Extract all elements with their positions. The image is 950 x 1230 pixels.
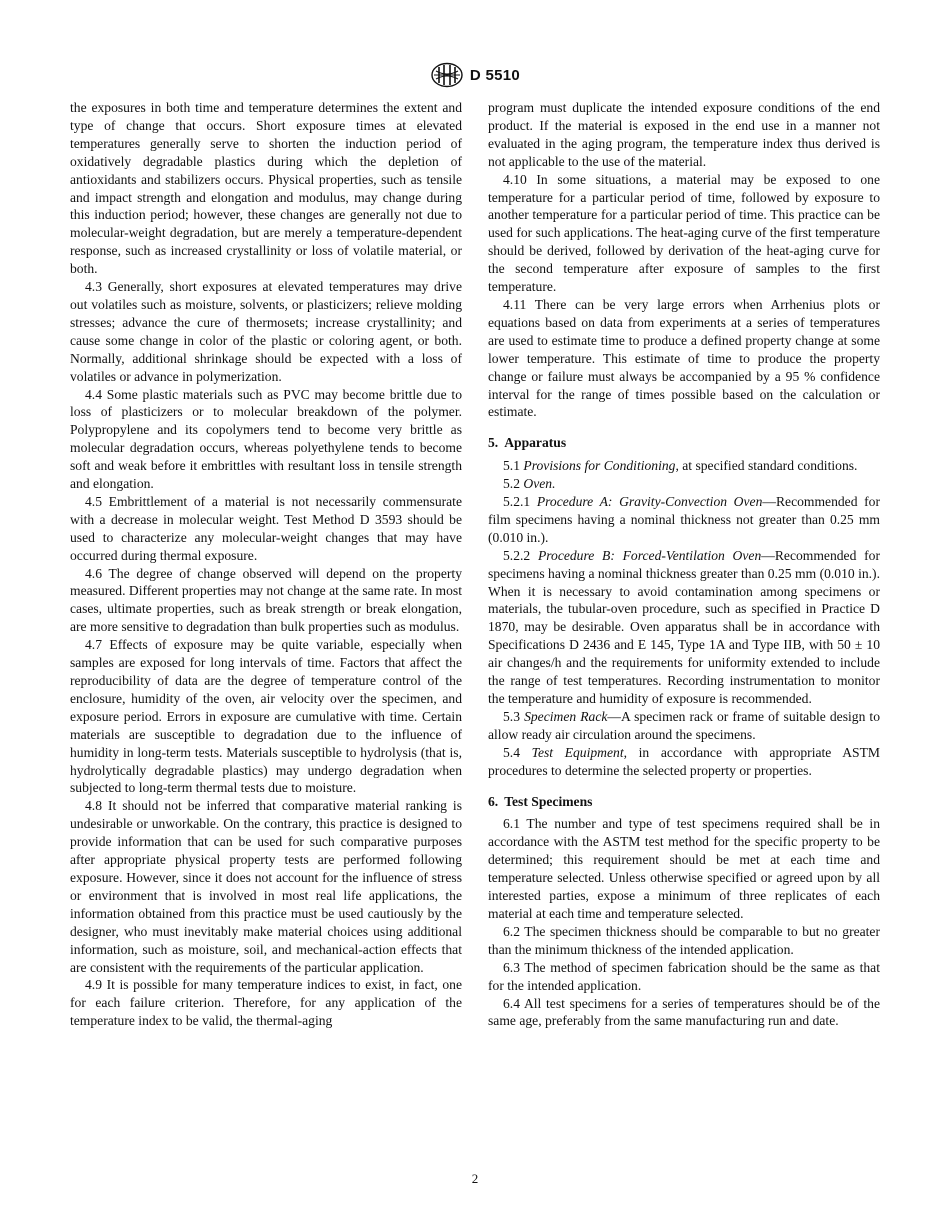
right-column: [488, 99, 880, 1030]
page-number: 2: [471, 1171, 479, 1186]
astm-logo-icon: [430, 62, 464, 88]
section-6-heading: [488, 793, 880, 811]
clause-term: Provisions for Conditioning: [523, 458, 676, 474]
clause-text: —A specimen rack or frame of suitable design to allow ready air circulation around the specimens.: [488, 708, 881, 742]
paragraph-4-7: 4.7 Effects of exposure may be quite variable, especially when samples are exposed for long intervals of time. Factors that affect the reproducibility of data are the degree of temperature control of the enclosure, humidity of the oven, air velocity over the specimen, and exposure period. Errors in exposure are cumulative with time. Certain materials are susceptible to degradation due to the influence of humidity in long-term tests. Materials susceptible to hydrolysis (that is, hydrolytically degradable plastics) may undergo degradation when subjected to long-term thermal tests due to moisture.: [70, 637, 462, 796]
clause-text: , at specified standard conditions.: [675, 458, 858, 474]
page-header: [0, 62, 950, 88]
clause-term: Test Equipment: [531, 744, 624, 760]
clause-term: Oven.: [523, 476, 556, 492]
clause-term: Procedure A: Gravity-Convection Oven: [536, 494, 763, 510]
paragraph-4-3: 4.3 Generally, short exposures at elevated temperatures may drive out volatiles such as moisture, solvents, or plasticizers; relieve molding stresses; advance the cure of thermosets; increase crystallinity; and cause some change in color of the plastic or coloring agent, or both. Normally, additional shrinkage should be expected with a loss of volatiles or advance in polymerization.: [70, 279, 462, 384]
paragraph-5-2: [488, 475, 880, 493]
paragraph-continued: the exposures in both time and temperature determines the extent and type of change that occurs. Short exposure times at elevated temperatures generally serve to shorten the induction period of oxidatively degradable plastics during which the depletion of antioxidants and stabilizers occurs. Physical properties, such as tensile and impact strength and elongation and modulus, may change during this induction period; however, these changes are generally not due to molecular-weight degradation, but are merely a temperature-dependent response, such as increased crystallinity or loss of volatile material, or both.: [70, 100, 462, 277]
section-number: 5.: [488, 435, 499, 451]
paragraph-4-11: 4.11 There can be very large errors when Arrhenius plots or equations based on data from experiments at a series of temperatures are used to estimate time to produce a defined property change at some lower temperature. This estimate of time to produce the property change or failure must always be accompanied by a 95 % confidence interval for the range of times possible based on the calculation or estimate.: [488, 296, 880, 420]
clause-text: , in accordance with appropriate ASTM procedures to determine the selected property or properties.: [488, 744, 880, 778]
clause-number: 5.2.1: [503, 494, 531, 510]
clause-number: 5.2.2: [503, 547, 531, 563]
paragraph-4-9: 4.9 It is possible for many temperature indices to exist, in fact, one for each failure criterion. Therefore, for any application of the temperature index to be valid, the thermal-aging: [70, 977, 462, 1029]
left-column: [70, 99, 462, 1030]
paragraph-4-8: 4.8 It should not be inferred that comparative material ranking is undesirable or unworkable. On the contrary, this practice is designed to provide information that can be used for such comparative purposes after appropriate physical property tests are performed following exposure. However, since it does not account for the influence of stress or environment that is involved in most real life applications, the information obtained from this practice must be used cautiously by the designer, who must inevitably make material choices using additional information, such as moisture, soil, and mechanical-action effects that are consistent with the requirements of the particular application.: [70, 798, 462, 975]
document-designation: D 5510: [469, 66, 521, 84]
clause-number: 5.2: [503, 476, 520, 492]
section-title: Apparatus: [504, 435, 567, 451]
paragraph-6-2: 6.2 The specimen thickness should be comparable to but no greater than the minimum thickness of the intended application.: [488, 923, 880, 957]
clause-number: 5.3: [503, 708, 520, 724]
clause-number: 5.1: [503, 458, 520, 474]
paragraph-6-3: 6.3 The method of specimen fabrication should be the same as that for the intended application.: [488, 959, 880, 993]
paragraph-5-4: [488, 744, 880, 780]
section-5-heading: [488, 434, 880, 452]
section-title: Test Specimens: [504, 793, 593, 809]
paragraph-4-4: 4.4 Some plastic materials such as PVC may become brittle due to loss of plasticizers or to molecular breakdown of the polymer. Polypropylene and its copolymers tend to become very brittle as molecular degradation occurs, whereas polyethylene tends to become soft and weak before it embrittles with resultant loss in tensile strength and elongation.: [70, 386, 462, 492]
paragraph-continued: program must duplicate the intended exposure conditions of the end product. If the material is exposed in the end use in a manner not evaluated in the aging program, the temperature index thus derived is not applicable to the use of the material.: [488, 100, 880, 169]
paragraph-5-1: [488, 457, 880, 475]
paragraph-4-10: 4.10 In some situations, a material may be exposed to one temperature for a particular period of time, followed by exposure to another temperature for a particular period of time. This practice can be used for such applications. The heat-aging curve of the first temperature should be derived, followed by derivation of the heat-aging curve for the second temperature after exposure of samples to the first temperature.: [488, 171, 880, 295]
paragraph-5-2-2: [488, 547, 880, 708]
section-number: 6.: [488, 793, 499, 809]
paragraph-5-2-1: [488, 493, 880, 547]
clause-term: Specimen Rack: [524, 708, 608, 724]
paragraph-6-1: 6.1 The number and type of test specimens required shall be in accordance with the ASTM test method for the specific property to be determined; this requirement should be met at each time and temperature selected. Unless otherwise specified or agreed upon by all interested parties, expose a minimum of three replicates of each material at each time and temperature selected.: [488, 816, 880, 921]
paragraph-5-3: [488, 708, 880, 744]
clause-text: —Recommended for film specimens having a nominal thickness not greater than 0.25 mm (0.010 in.).: [488, 494, 880, 545]
paragraph-4-6: 4.6 The degree of change observed will depend on the property measured. Different properties may not change at the same rate. In most cases, ultimate properties, such as break strength or break elongation, are more sensitive to degradation than bulk properties such as modulus.: [70, 565, 462, 635]
clause-number: 5.4: [503, 744, 520, 760]
paragraph-6-4: 6.4 All test specimens for a series of temperatures should be of the same age, preferably from the same manufacturing run and date.: [488, 995, 880, 1029]
paragraph-4-5: 4.5 Embrittlement of a material is not necessarily commensurate with a decrease in molecular weight. Test Method D 3593 should be used to characterize any molecular-weight changes that may have occurred during thermal exposure.: [70, 493, 462, 563]
clause-term: Procedure B: Forced-Ventilation Oven: [537, 547, 762, 563]
clause-text: —Recommended for specimens having a nominal thickness greater than 0.25 mm (0.010 in.). When it is necessary to avoid contamination among specimens or materials, the tubular-oven procedure, such as specified in Practice D 1870, may be desirable. Oven apparatus shall be in accordance with Specifications D 2436 and E 145, Type 1A and Type IIB, with 50 ± 10 air changes/h and the requirements for uniformity extended to include the range of test temperatures. Recording instrumentation to monitor the temperature and humidity of exposure is recommended.: [488, 547, 880, 706]
